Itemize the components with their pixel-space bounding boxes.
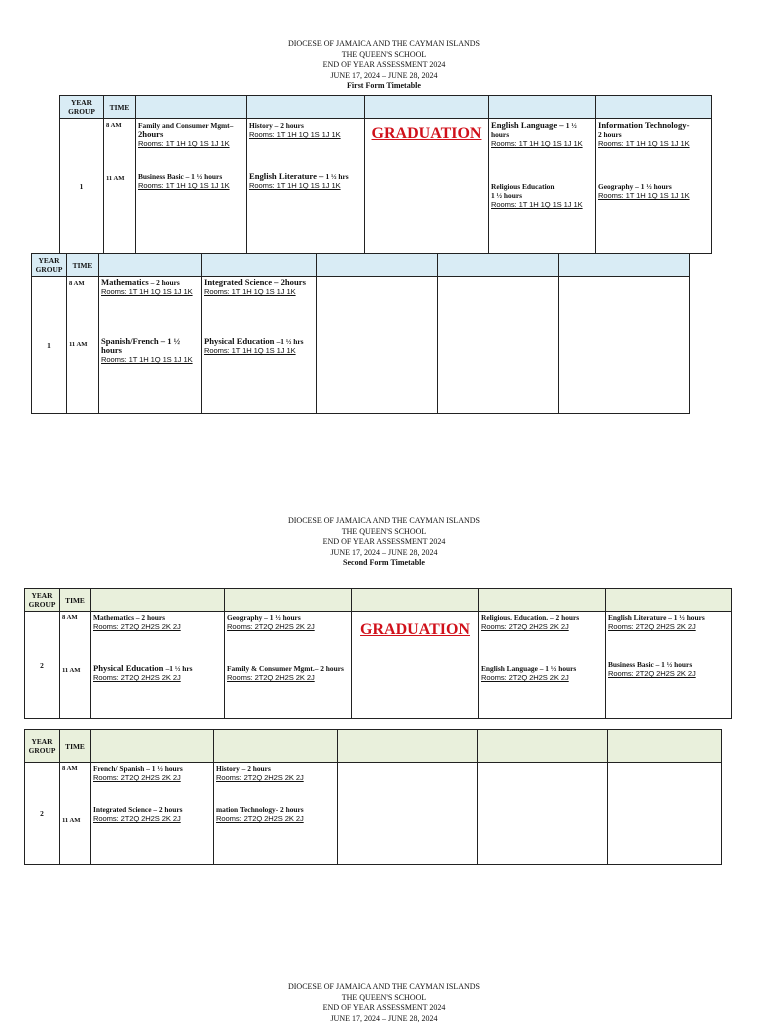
diocese-title: DIOCESE OF JAMAICA AND THE CAYMAN ISLANDS [287,516,481,525]
first-form-table-1 [59,95,712,254]
exam-entry: Family and Consumer Mgmt– 2hours Rooms: 1T 1H 1Q 1S 1J 1K [138,121,234,148]
exam-entry: mation Technology- 2 hours Rooms: 2T2Q 2H2S 2K 2J [216,805,304,823]
exam-cell [136,119,247,254]
exam-entry: Integrated Science – 2 hours Rooms: 2T2Q 2H2S 2K 2J [93,805,183,823]
exam-entry: Business Basic – 1 ½ hours Rooms: 2T2Q 2H2S 2K 2J [608,660,696,678]
assessment-title: END OF YEAR ASSESSMENT 2024 [322,60,446,70]
table-header-row [25,589,732,612]
graduation-label: GRADUATION [360,621,470,638]
first-form-table-2 [31,253,690,414]
year-group-header: YEAR GROUP [25,589,60,612]
timetable-subtitle: First Form Timetable [347,81,421,91]
date-range: JUNE 17, 2024 – JUNE 28, 2024 [330,547,438,557]
time-header: TIME [104,96,136,119]
table-header-row [32,254,690,277]
year-group-cell: 2 [25,763,60,865]
graduation-cell [352,612,479,719]
year-group-cell: 1 [32,277,67,414]
time-8am: 8 AM [106,122,122,129]
table-header-row [25,730,722,763]
second-form-header [0,516,768,569]
table-row [60,119,712,254]
time-11am: 11 AM [106,175,125,182]
diocese-title: DIOCESE OF JAMAICA AND THE CAYMAN ISLANDS [287,39,481,48]
exam-cell [99,277,202,414]
exam-entry: Information Technology- 2 hours Rooms: 1T 1H 1Q 1S 1J 1K [598,120,690,148]
year-group-cell: 1 [60,119,104,254]
year-group-cell: 2 [25,612,60,719]
time-11am: 11 AM [69,341,88,348]
exam-entry: Religious. Education. – 2 hours Rooms: 2T2Q 2H2S 2K 2J [481,613,580,631]
exam-entry: Spanish/French – 1 ½ hours Rooms: 1T 1H 1Q 1S 1J 1K [101,336,193,364]
exam-entry: Geography – 1 ½ hours Rooms: 1T 1H 1Q 1S 1J 1K [598,182,690,200]
year-group-header: YEAR GROUP [32,254,67,277]
exam-entry: Integrated Science – 2hours Rooms: 1T 1H 1Q 1S 1J 1K [204,277,306,296]
second-form-table-2 [24,729,722,865]
school-name: THE QUEEN'S SCHOOL [341,992,427,1002]
exam-cell [214,763,338,865]
third-form-header [0,982,768,1024]
exam-entry: Physical Education –1 ½ hrs Rooms: 1T 1H 1Q 1S 1J 1K [204,336,304,355]
time-11am: 11 AM [62,817,81,824]
assessment-title: END OF YEAR ASSESSMENT 2024 [322,1003,446,1013]
first-form-header [0,39,768,92]
table-header-row [60,96,712,119]
exam-entry: Business Basic – 1 ½ hours Rooms: 1T 1H 1Q 1S 1J 1K [138,172,230,190]
exam-entry: Family & Consumer Mgmt.– 2 hours Rooms: 2T2Q 2H2S 2K 2J [227,664,344,682]
school-name: THE QUEEN'S SCHOOL [341,49,427,59]
exam-cell [91,763,214,865]
second-form-table-1 [24,588,732,719]
exam-cell [202,277,317,414]
timetable-subtitle: Second Form Timetable [343,558,425,568]
exam-entry: Geography – 1 ½ hours Rooms: 2T2Q 2H2S 2K 2J [227,613,315,631]
exam-entry: History – 2 hours Rooms: 2T2Q 2H2S 2K 2J [216,764,304,782]
exam-cell [91,612,225,719]
table-row [32,277,690,414]
exam-cell [596,119,712,254]
exam-entry: English Literature – 1 ½ hours Rooms: 2T2Q 2H2S 2K 2J [608,613,705,631]
time-8am: 8 AM [69,280,85,287]
year-group-header: YEAR GROUP [60,96,104,119]
time-8am: 8 AM [62,765,78,772]
table-row [25,763,722,865]
date-range: JUNE 17, 2024 – JUNE 28, 2024 [330,1013,438,1023]
time-header: TIME [60,589,91,612]
exam-entry: Religious Education 1 ½ hours Rooms: 1T 1H 1Q 1S 1J 1K [491,182,583,209]
time-header: TIME [67,254,99,277]
exam-entry: Mathematics – 2 hours Rooms: 2T2Q 2H2S 2K 2J [93,613,181,631]
diocese-title: DIOCESE OF JAMAICA AND THE CAYMAN ISLANDS [287,982,481,991]
exam-cell [247,119,365,254]
time-header: TIME [60,730,91,763]
exam-cell [489,119,596,254]
exam-cell [479,612,606,719]
exam-entry: English Language – 1 ½ hours Rooms: 2T2Q 2H2S 2K 2J [481,664,577,682]
school-name: THE QUEEN'S SCHOOL [341,526,427,536]
exam-entry: History – 2 hours Rooms: 1T 1H 1Q 1S 1J 1K [249,121,341,139]
exam-cell [606,612,732,719]
assessment-title: END OF YEAR ASSESSMENT 2024 [322,537,446,547]
time-8am: 8 AM [62,614,78,621]
exam-entry: English Literature – 1 ½ hrs Rooms: 1T 1H 1Q 1S 1J 1K [249,171,349,190]
exam-entry: Mathematics – 2 hours Rooms: 1T 1H 1Q 1S 1J 1K [101,277,193,296]
graduation-cell [365,119,489,254]
table-row [25,612,732,719]
exam-entry: English Language – 1 ½ hours Rooms: 1T 1H 1Q 1S 1J 1K [491,120,583,148]
exam-entry: French/ Spanish – 1 ½ hours Rooms: 2T2Q 2H2S 2K 2J [93,764,183,782]
exam-cell [225,612,352,719]
year-group-header: YEAR GROUP [25,730,60,763]
time-11am: 11 AM [62,667,81,674]
exam-entry: Physical Education –1 ½ hrs Rooms: 2T2Q 2H2S 2K 2J [93,663,193,682]
date-range: JUNE 17, 2024 – JUNE 28, 2024 [330,70,438,80]
graduation-label: GRADUATION [371,125,482,142]
